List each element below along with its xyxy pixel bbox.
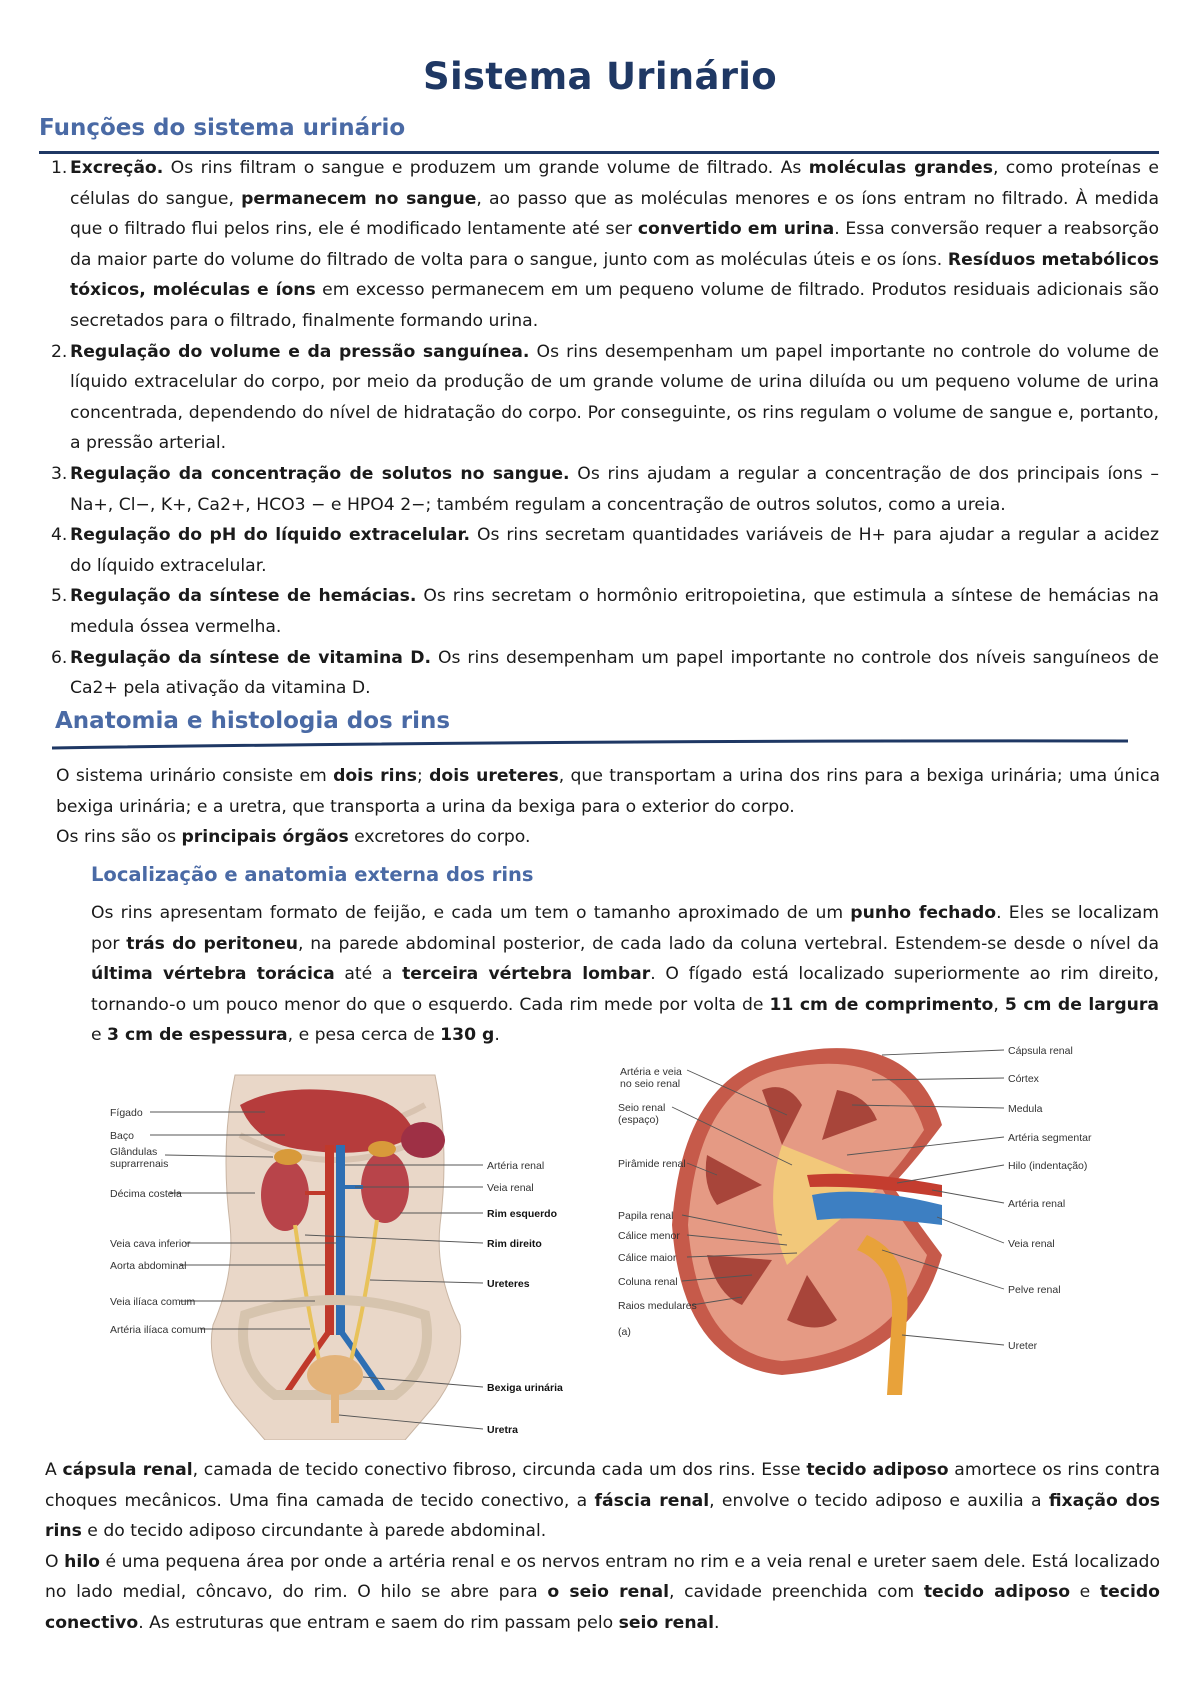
text-run: . Eles se localizam por xyxy=(91,903,1159,954)
label-piramide: Pirâmide renal xyxy=(618,1158,686,1170)
bold-text: permanecem no sangue xyxy=(241,188,477,209)
bold-text: Regulação da síntese de hemácias. xyxy=(70,586,417,607)
label-veia-cava: Veia cava inferior xyxy=(110,1238,191,1250)
label-figado: Fígado xyxy=(110,1107,143,1119)
bold-text: cápsula renal xyxy=(62,1460,193,1480)
bold-text: seio renal xyxy=(618,1612,715,1633)
list-item-number: 3. xyxy=(51,463,68,484)
bold-text: terceira vértebra lombar xyxy=(402,964,651,985)
figure-kidney-section xyxy=(612,1035,1122,1435)
label-decima-costela: Décima costela xyxy=(110,1188,182,1200)
intro-paragraph-2 xyxy=(56,822,1160,853)
list-item xyxy=(51,459,1159,520)
label-calice-menor: Cálice menor xyxy=(618,1230,680,1242)
text-run: é uma pequena área por onde a artéria renal e os nervos entram no rim e a veia renal e ureter saem dele. Está localizado no lado medial, côncavo, do rim. O hilo se abre para xyxy=(45,1551,1160,1603)
bold-text: dois ureteres xyxy=(429,766,559,786)
bold-text: tecido adiposo xyxy=(806,1460,949,1480)
text-run: e xyxy=(91,1025,108,1046)
adrenal-shape xyxy=(274,1149,302,1165)
list-item xyxy=(51,581,1159,642)
bold-text: Regulação da síntese de vitamina D. xyxy=(70,647,432,668)
spleen-shape xyxy=(401,1122,445,1158)
text-run: em excesso permanecem em um pequeno volume de filtrado. Produtos residuais adicionais são secretados para o filtrado, finalmente formando urina. xyxy=(70,280,1159,331)
text-run: Os rins ajudam a regular a concentração de dos principais íons – Na+, Cl−, K+, Ca2+, HCO3 − e HPO4 2−; também regulam a concentração de outros solutos, como a ureia. xyxy=(70,463,1159,515)
label-aorta: Aorta abdominal xyxy=(110,1260,187,1272)
text-run: A xyxy=(45,1460,63,1480)
label-medula: Medula xyxy=(1008,1103,1043,1115)
label-rim-esquerdo: Rim esquerdo xyxy=(487,1208,558,1220)
label-pelve-renal: Pelve renal xyxy=(1008,1284,1061,1296)
bold-text: tecido adiposo xyxy=(923,1582,1071,1603)
text-run: , camada de tecido conectivo fibroso, circunda cada um dos rins. Esse xyxy=(192,1460,807,1480)
text-run: , ao passo que as moléculas menores e os íons entram no filtrado. À medida que o filtrado flui pelos rins, ele é modificado lentamente até ser xyxy=(70,188,1159,240)
vena-cava-shape xyxy=(336,1145,345,1335)
list-item-text xyxy=(70,158,1159,331)
list-item-number: 4. xyxy=(51,525,68,546)
bold-text: última vértebra torácica xyxy=(91,964,335,985)
label-hilo: Hilo (indentação) xyxy=(1008,1160,1088,1172)
label-rim-direito: Rim direito xyxy=(487,1238,542,1250)
label-cortex: Córtex xyxy=(1008,1073,1039,1085)
list-item-text xyxy=(70,648,1159,699)
intro-paragraph xyxy=(56,761,1160,822)
label-capsula-renal: Cápsula renal xyxy=(1008,1045,1073,1057)
text-run: , cavidade preenchida com xyxy=(668,1582,924,1603)
label-arteria-iliaca: Artéria ilíaca comum xyxy=(110,1324,206,1336)
text-run: Os rins filtram o sangue e produzem um grande volume de filtrado. As xyxy=(163,158,809,178)
bold-text: 5 cm de largura xyxy=(1004,994,1159,1015)
bold-text: principais órgãos xyxy=(181,827,349,848)
localizacao-text xyxy=(91,898,1159,1051)
figure-urinary-system xyxy=(105,1065,570,1440)
bold-text: Regulação do volume e da pressão sanguínea. xyxy=(70,341,530,362)
list-item-text xyxy=(70,525,1159,576)
text-run: Os rins apresentam formato de feijão, e cada um tem o tamanho aproximado de um xyxy=(91,903,851,923)
text-run: amortece os rins contra choques mecânicos. Uma fina camada de tecido conectivo, a xyxy=(45,1460,1160,1511)
hilo-paragraph xyxy=(45,1547,1160,1639)
adrenal-shape xyxy=(368,1141,396,1157)
list-item xyxy=(51,643,1159,704)
bold-text: o seio renal xyxy=(547,1582,669,1603)
bold-text: dois rins xyxy=(333,766,417,786)
bold-text: Excreção. xyxy=(70,158,164,178)
right-kidney-shape xyxy=(261,1159,309,1231)
label-arteria-renal-2: Artéria renal xyxy=(1008,1198,1066,1210)
anatomia-intro xyxy=(56,761,1160,853)
label-veia-iliaca: Veia ilíaca comum xyxy=(110,1296,196,1308)
bold-text: convertido em urina xyxy=(637,219,835,240)
text-run: Os rins desempenham um papel importante no controle dos níveis sanguíneos de Ca2+ pela ativação da vitamina D. xyxy=(70,647,1160,699)
list-item xyxy=(51,153,1159,337)
bold-text: fixação dos rins xyxy=(45,1490,1160,1542)
label-uretra: Uretra xyxy=(487,1424,518,1436)
page-title: Sistema Urinário xyxy=(423,55,777,98)
label-a: (a) xyxy=(618,1326,631,1338)
bold-text: moléculas grandes xyxy=(808,158,993,178)
label-ureter: Ureter xyxy=(1008,1340,1038,1352)
text-run: . O fígado está localizado superiormente ao rim direito, tornando-o um pouco menor do que o esquerdo. Cada rim mede por volta de xyxy=(91,964,1159,1015)
list-item xyxy=(51,520,1159,581)
text-run: . xyxy=(494,1025,500,1046)
localizacao-paragraph xyxy=(91,898,1159,1051)
funcoes-list xyxy=(51,153,1159,704)
text-run: e do tecido adiposo circundante à parede abdominal. xyxy=(81,1521,547,1542)
label-arteria-veia-seio-2: no seio renal xyxy=(620,1078,681,1090)
bold-text: tecido conectivo xyxy=(45,1582,1160,1633)
list-item xyxy=(51,337,1159,459)
label-ureteres: Ureteres xyxy=(487,1278,530,1290)
label-glandulas: Glândulas xyxy=(110,1146,158,1158)
capsula-paragraph xyxy=(45,1455,1160,1547)
list-item-text xyxy=(70,342,1159,454)
label-coluna-renal: Coluna renal xyxy=(618,1276,678,1288)
label-arteria-segmentar: Artéria segmentar xyxy=(1008,1132,1092,1144)
label-baco: Baço xyxy=(110,1130,134,1142)
text-run: O sistema urinário consiste em xyxy=(56,766,334,786)
text-run: , envolve o tecido adiposo e auxilia a xyxy=(709,1490,1049,1511)
label-arteria-renal: Artéria renal xyxy=(487,1160,545,1172)
subsection-heading: Localização e anatomia externa dos rins xyxy=(91,863,534,886)
section-heading-funcoes: Funções do sistema urinário xyxy=(39,115,406,141)
urethra-shape xyxy=(331,1393,339,1423)
text-run: excretores do corpo. xyxy=(348,827,531,848)
bold-text: punho fechado xyxy=(850,903,997,923)
label-seio-espaco: (espaço) xyxy=(618,1114,659,1126)
funcoes-list-container xyxy=(51,153,1159,704)
bold-text: hilo xyxy=(64,1551,100,1572)
bold-text: 3 cm de espessura xyxy=(107,1025,288,1046)
text-run: O xyxy=(45,1551,65,1572)
label-papila: Papila renal xyxy=(618,1210,674,1222)
text-run: . Essa conversão requer a reabsorção da maior parte do volume do filtrado de volta para o sangue, junto com as moléculas úteis e os íons. xyxy=(70,219,1159,270)
list-item-number: 2. xyxy=(51,341,68,362)
aorta-shape xyxy=(325,1145,334,1335)
text-run: , e pesa cerca de xyxy=(287,1025,441,1046)
label-suprarrenais: suprarrenais xyxy=(110,1158,169,1170)
bold-text: trás do peritoneu xyxy=(126,933,298,954)
text-run: , na parede abdominal posterior, de cada lado da coluna vertebral. Estendem-se desde o nível da xyxy=(298,933,1159,954)
text-run: até a xyxy=(334,964,403,985)
section-heading-anatomia: Anatomia e histologia dos rins xyxy=(55,708,451,734)
label-seio-renal: Seio renal xyxy=(618,1102,666,1114)
text-run: . xyxy=(714,1612,720,1633)
section-rule-curved xyxy=(50,738,1130,752)
list-item-number: 6. xyxy=(51,647,68,668)
bladder-shape xyxy=(307,1355,363,1395)
text-run: , como proteínas e células do sangue, xyxy=(70,158,1159,209)
text-run: e xyxy=(1070,1582,1100,1603)
text-run: Os rins secretam quantidades variáveis de H+ para ajudar a regular a acidez do líquido extracelular. xyxy=(70,525,1159,576)
bold-text: Resíduos metabólicos tóxicos, moléculas e íons xyxy=(70,249,1160,301)
text-run: . As estruturas que entram e saem do rim passam pelo xyxy=(138,1612,619,1633)
list-item-number: 1. xyxy=(51,158,68,178)
bold-text: 11 cm de comprimento xyxy=(769,994,994,1015)
text-run: ; xyxy=(416,766,430,786)
label-raios-medulares: Raios medulares xyxy=(618,1300,697,1312)
label-bexiga: Bexiga urinária xyxy=(487,1382,563,1394)
closing-text xyxy=(45,1455,1160,1639)
list-item-number: 5. xyxy=(51,586,68,607)
label-veia-renal: Veia renal xyxy=(487,1182,534,1194)
text-run: , que transportam a urina dos rins para a bexiga urinária; uma única bexiga urinária; e a uretra, que transporta a urina da bexiga para o exterior do corpo. xyxy=(56,766,1160,817)
label-arteria-veia-seio: Artéria e veia xyxy=(620,1066,682,1078)
text-run: Os rins são os xyxy=(56,827,182,848)
bold-text: 130 g xyxy=(440,1025,495,1046)
label-veia-renal-2: Veia renal xyxy=(1008,1238,1055,1250)
bold-text: Regulação do pH do líquido extracelular. xyxy=(70,525,471,546)
list-item-text xyxy=(70,464,1159,515)
bold-text: fáscia renal xyxy=(594,1490,710,1511)
text-run: , xyxy=(993,994,1005,1015)
text-run: Os rins secretam o hormônio eritropoietina, que estimula a síntese de hemácias na medula óssea vermelha. xyxy=(70,586,1159,637)
list-item-text xyxy=(70,586,1159,637)
text-run: Os rins desempenham um papel importante no controle do volume de líquido extracelular do corpo, por meio da produção de um grande volume de urina diluída ou um pequeno volume de urina concentrada, dependendo do nível de hidratação do corpo. Por conseguinte, os rins regulam o volume de sangue e, portanto, a pressão arterial. xyxy=(70,341,1159,454)
label-calice-maior: Cálice maior xyxy=(618,1252,677,1264)
bold-text: Regulação da concentração de solutos no sangue. xyxy=(70,463,570,484)
